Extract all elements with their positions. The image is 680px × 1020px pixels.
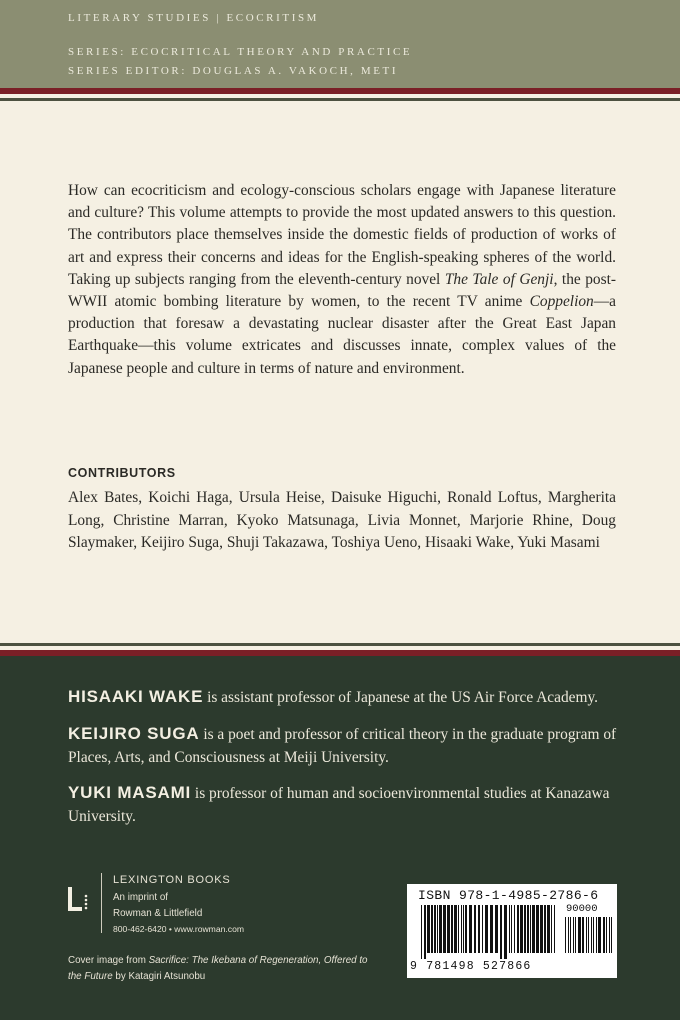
barcode-bar — [427, 905, 430, 953]
barcode-bar — [485, 905, 488, 953]
barcode-bar — [575, 917, 576, 953]
barcode-bar — [591, 917, 592, 953]
barcode-bar — [469, 905, 472, 953]
barcode-bar — [588, 917, 589, 953]
contributors-list: Alex Bates, Koichi Haga, Ursula Heise, Daisuke Higuchi, Ronald Loftus, Margherita Long, Christine Marran, Kyoko Matsunaga, Livia Monnet, Marjorie Rhine, Doug Slaymaker, Keijiro Suga, Shuji Takazawa, Toshiya Ueno, Hisaaki Wake, Yuki Masami — [68, 489, 616, 551]
barcode-bar — [461, 905, 462, 953]
barcode-bar — [596, 917, 597, 953]
barcode-bar — [609, 917, 610, 953]
barcode-bar — [431, 905, 433, 953]
publisher-name: LEXINGTON BOOKS — [113, 874, 231, 886]
editor-name: YUKI MASAMI — [68, 783, 192, 802]
editor-bio: YUKI MASAMI is professor of human and socioenvironmental studies at Kanazawa University. — [68, 783, 610, 825]
title-tale-of-genji: The Tale of Genji — [444, 270, 554, 288]
series-editor-label: SERIES EDITOR: DOUGLAS A. VAKOCH, METI — [68, 65, 399, 77]
barcode-bar — [458, 905, 459, 953]
barcode-bar — [598, 917, 601, 953]
barcode-bar — [524, 905, 526, 953]
barcode-bar — [454, 905, 457, 953]
barcode-bar — [447, 905, 450, 953]
publisher-contact: 800-462-6420 • www.rowman.com — [113, 924, 245, 934]
barcode-bar — [434, 905, 436, 953]
editor-bio: KEIJIRO SUGA is a poet and professor of critical theory in the graduate program of Places, Arts, and Consciousness at Meiji University. — [68, 724, 617, 766]
barcode-bar — [565, 917, 566, 953]
barcode-bar — [606, 917, 607, 953]
barcode-bar — [482, 905, 483, 953]
barcode-bar — [421, 905, 422, 959]
barcode-digits: 9 781498 527866 — [410, 960, 532, 973]
artwork-title: Sacrifice: The Ikebana of Regeneration, Offered to the Future — [68, 955, 368, 982]
barcode-bar — [495, 905, 498, 953]
barcode-bar — [511, 905, 512, 953]
barcode-bar — [568, 917, 569, 953]
contributors-heading: CONTRIBUTORS — [68, 466, 176, 480]
lexington-logo-icon — [68, 887, 90, 911]
barcode-bar — [578, 917, 581, 953]
top-dark-stripe — [0, 98, 680, 101]
barcode-bar — [551, 905, 552, 953]
barcode-bar — [530, 905, 531, 953]
barcode-bar — [544, 905, 546, 953]
cover-credit: Cover image from Sacrifice: The Ikebana of Regeneration, Offered to the Future by Katagiri Atsunobu — [68, 955, 368, 982]
publisher-divider — [101, 873, 102, 933]
barcode-bar — [443, 905, 446, 953]
barcode-bar — [478, 905, 480, 953]
ean-barcode — [421, 905, 557, 959]
price-addon-label: 90000 — [566, 903, 598, 915]
barcode-bar — [586, 917, 587, 953]
isbn-label: ISBN 978-1-4985-2786-6 — [418, 888, 599, 903]
barcode-bar — [514, 905, 515, 953]
barcode-bar — [451, 905, 453, 953]
barcode-bar — [517, 905, 519, 953]
publisher-parent: Rowman & Littlefield — [113, 908, 203, 919]
barcode-bar — [554, 905, 555, 953]
editor-name: HISAAKI WAKE — [68, 687, 204, 706]
addon-barcode — [565, 917, 613, 959]
barcode-bar — [527, 905, 529, 953]
barcode-bar — [500, 905, 502, 959]
series-label: SERIES: ECOCRITICAL THEORY AND PRACTICE — [68, 46, 413, 58]
barcode-bar — [424, 905, 426, 959]
barcode-bar — [582, 917, 584, 953]
editor-bio: HISAAKI WAKE is assistant professor of Japanese at the US Air Force Academy. — [68, 687, 599, 706]
barcode-bar — [463, 905, 464, 953]
barcode-bar — [437, 905, 438, 953]
barcode-bar — [611, 917, 612, 953]
barcode-bar — [547, 905, 550, 953]
barcode-bar — [603, 917, 605, 953]
publisher-imprint: An imprint of — [113, 892, 168, 903]
book-description: How can ecocriticism and ecology-conscious scholars engage with Japanese literature and culture? This volume attempts to provide the most updated answers to this question. The contributors place themselves inside the domestic fields of production of works of art and express their concerns and ideas for the English-speaking spheres of the world. Taking up subjects ranging from the eleventh-century novel The Tale of Genji, the post-WWII atomic bombing literature by women, to the recent TV anime Coppelion—a production that foresaw a devastating nuclear disaster after the Great East Japan Earthquake—this volume extricates and discusses innate, complex values of the Japanese people and culture in terms of nature and environment. — [68, 182, 616, 377]
barcode-bar — [490, 905, 493, 953]
barcode-bar — [474, 905, 476, 953]
barcode-bar — [536, 905, 539, 953]
editor-name: KEIJIRO SUGA — [68, 724, 200, 743]
barcode-bar — [465, 905, 467, 953]
title-coppelion: Coppelion — [529, 293, 594, 311]
barcode-bar — [520, 905, 523, 953]
barcode-bar — [593, 917, 594, 953]
barcode-bar — [504, 905, 507, 959]
header-band — [0, 0, 680, 88]
barcode-bar — [532, 905, 535, 953]
barcode-bar — [570, 917, 571, 953]
barcode-bar — [540, 905, 543, 953]
barcode-bar — [439, 905, 442, 953]
barcode-bar — [509, 905, 510, 953]
category-label: LITERARY STUDIES | ECOCRITISM — [68, 12, 320, 24]
barcode-bar — [573, 917, 574, 953]
